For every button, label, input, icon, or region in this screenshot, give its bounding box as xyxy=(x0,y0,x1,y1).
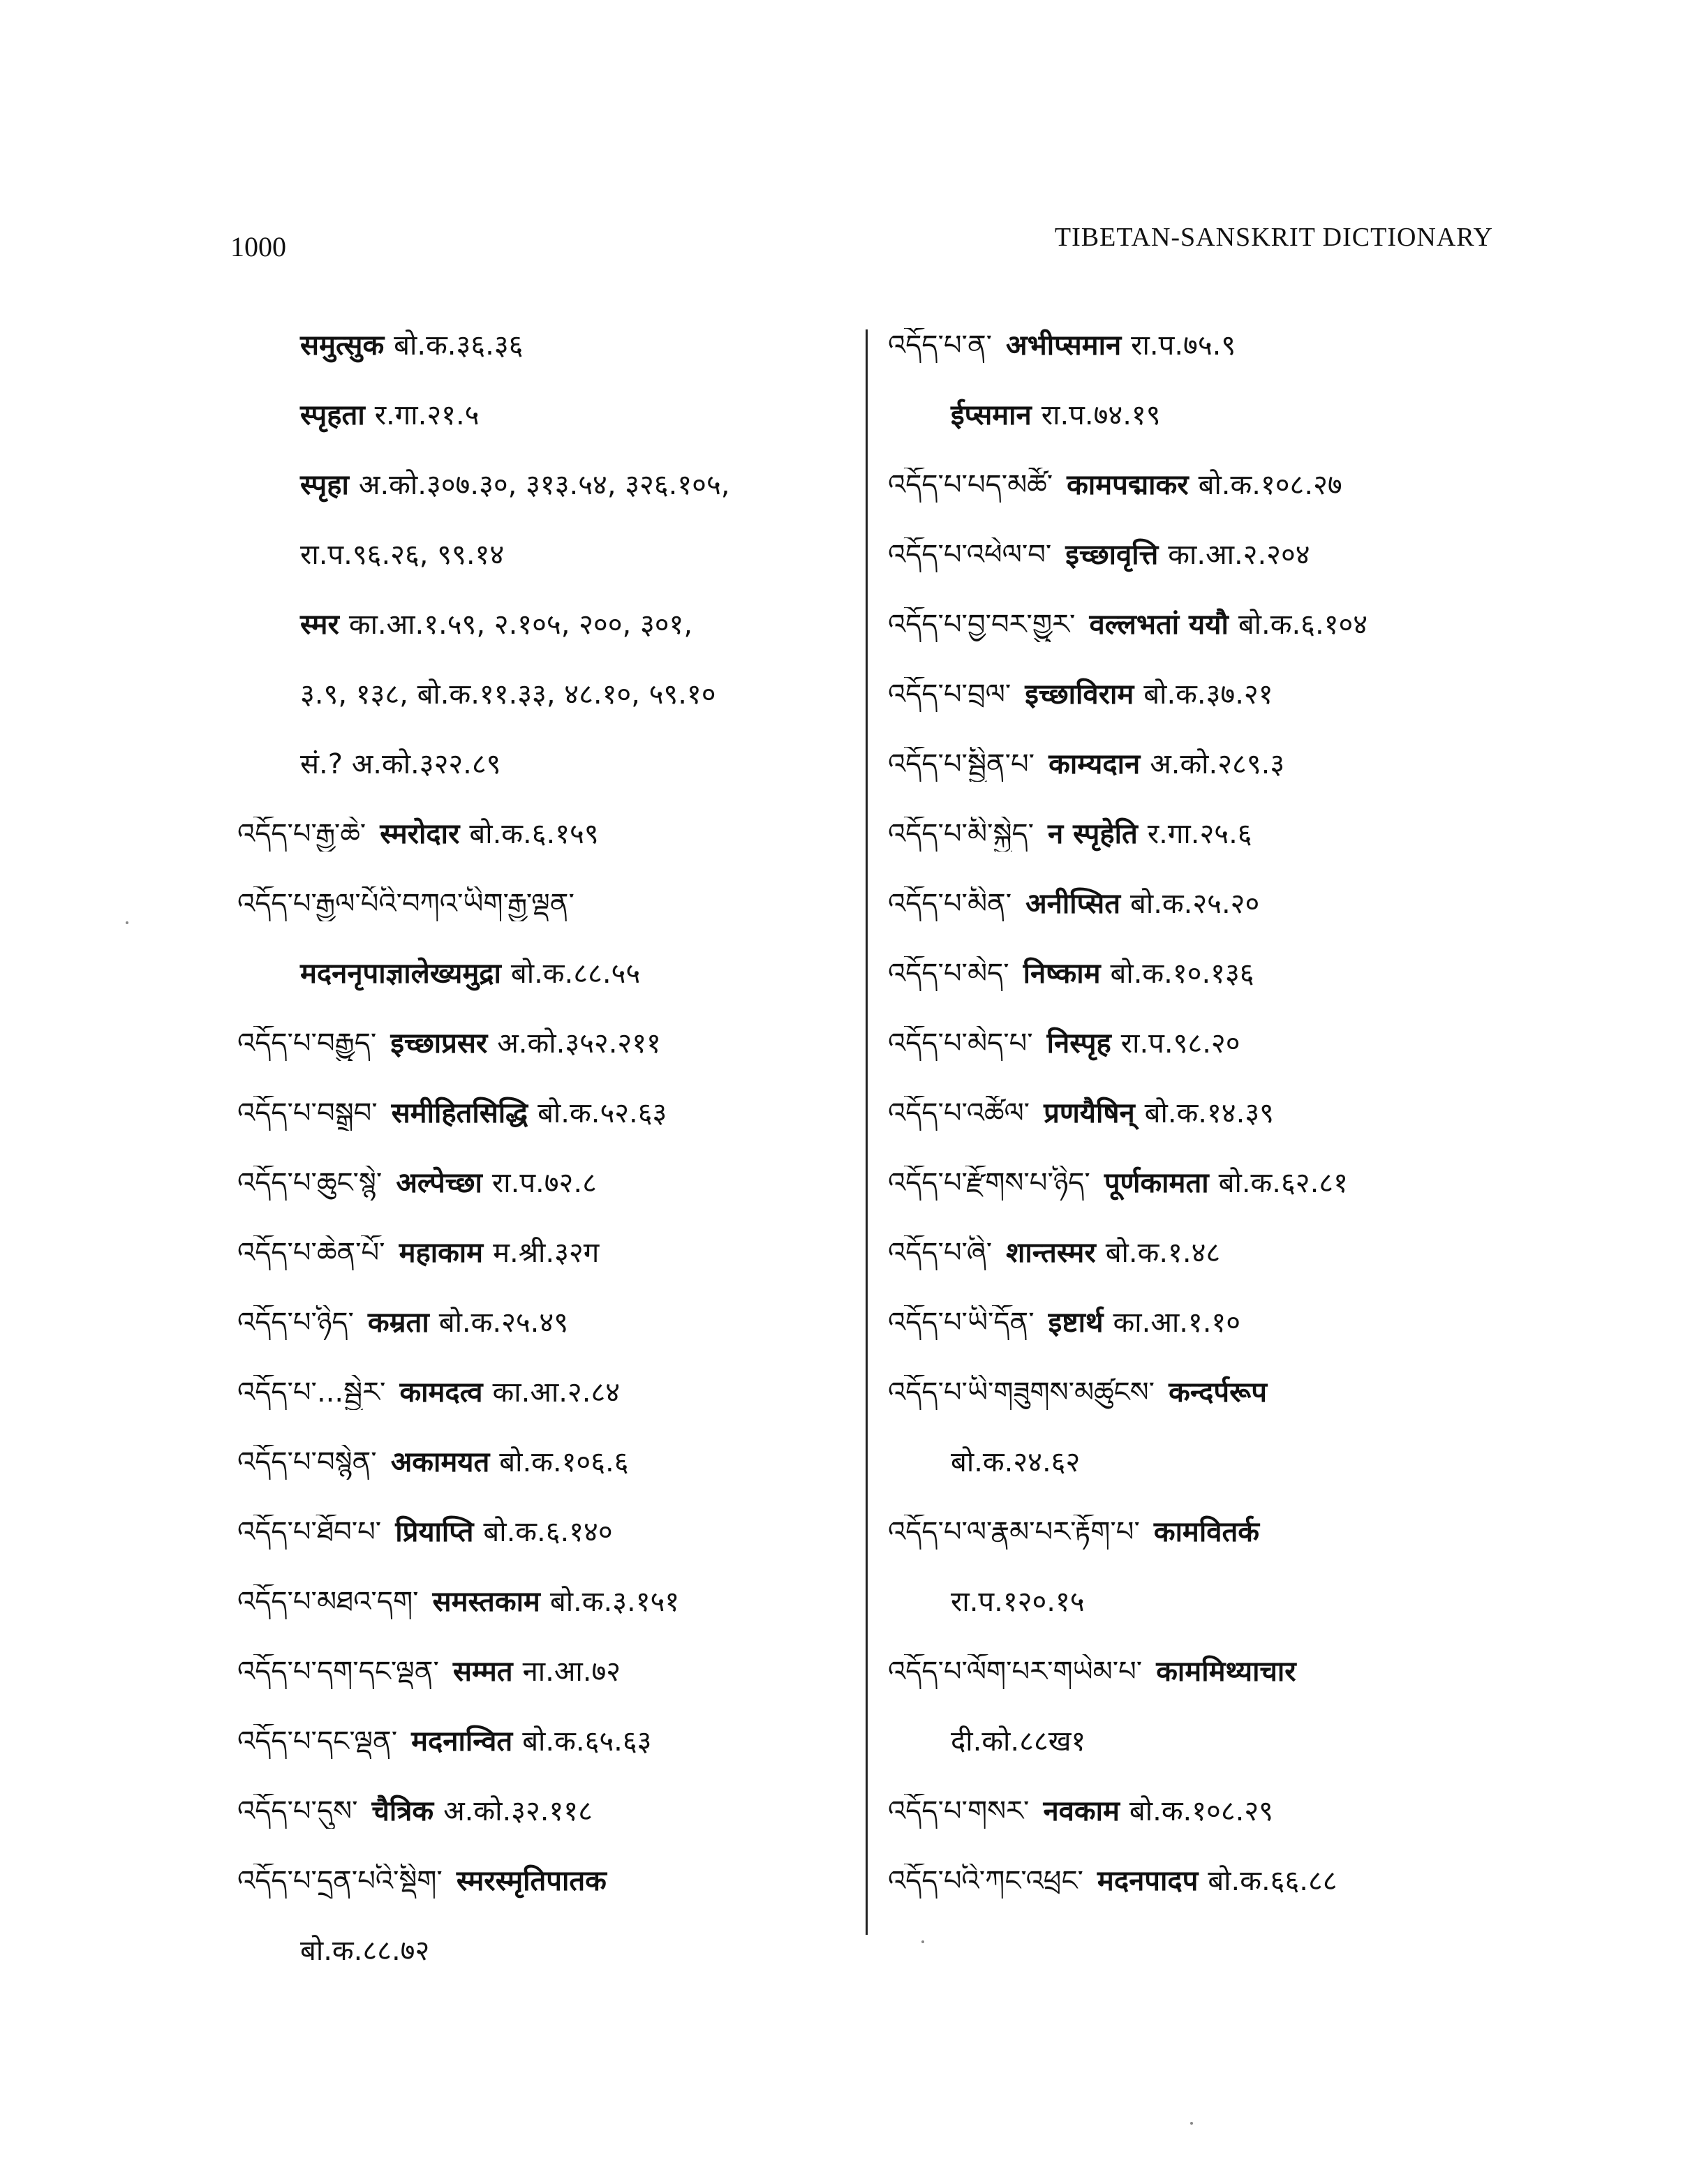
source-reference: बो.क.२४.६२ xyxy=(951,1446,1081,1478)
source-reference: का.आ.१.१० xyxy=(1113,1307,1241,1339)
sanskrit-equivalent: कामदत्व xyxy=(399,1376,483,1409)
dictionary-entry xyxy=(230,1515,845,1550)
sanskrit-equivalent: अकामयत xyxy=(390,1446,490,1478)
sanskrit-equivalent: अभीप्समान xyxy=(1006,329,1122,362)
dictionary-entry xyxy=(881,1166,1509,1201)
source-reference: बो.क.१०६.६ xyxy=(499,1446,629,1478)
source-reference: बो.क.१.४८ xyxy=(1105,1237,1221,1269)
source-reference: बो.क.६.१५९ xyxy=(469,818,599,850)
dictionary-entry xyxy=(230,537,845,572)
tibetan-headword: འདོད་པ་གསར་ xyxy=(888,1795,1030,1827)
tibetan-headword: འདོད་པ་ཆེན་པོ་ xyxy=(237,1237,385,1269)
dictionary-entry xyxy=(230,1584,845,1619)
tibetan-headword: འདོད་པ་བསྒྲུབ་ xyxy=(237,1097,378,1129)
tibetan-headword: འདོད་པ་འཚོལ་ xyxy=(888,1097,1030,1129)
source-reference: र.गा.२५.६ xyxy=(1147,818,1252,850)
dictionary-entry xyxy=(881,1096,1509,1131)
sanskrit-equivalent: कामवितर्क xyxy=(1153,1516,1259,1548)
dictionary-entry xyxy=(881,1724,1509,1759)
tibetan-headword: འདོད་པ་བྱ་བར་གྱུར་ xyxy=(888,609,1076,641)
source-reference: बो.क.१०.१३६ xyxy=(1110,958,1254,990)
source-reference: बो.क.१४.३९ xyxy=(1144,1097,1274,1129)
sanskrit-equivalent: निष्काम xyxy=(1023,958,1101,990)
dictionary-entry xyxy=(881,886,1509,921)
tibetan-headword: འདོད་པ་སྦྱིན་པ་ xyxy=(888,748,1035,780)
source-reference: बो.क.८८.५५ xyxy=(510,958,641,990)
dictionary-entry xyxy=(230,747,845,782)
dictionary-entry xyxy=(881,1584,1509,1619)
source-reference: रा.प.९६.२६, ९९.१४ xyxy=(300,539,505,571)
sanskrit-equivalent: काममिथ्याचार xyxy=(1156,1656,1296,1688)
tibetan-headword: འདོད་པ་བརྒྱུད་ xyxy=(237,1027,377,1060)
dictionary-entry xyxy=(881,398,1509,433)
dictionary-entry xyxy=(881,677,1509,712)
sanskrit-equivalent: मदननृपाज्ञालेख्यमुद्रा xyxy=(300,958,501,990)
source-reference: र.गा.२१.५ xyxy=(374,399,480,431)
dictionary-entry xyxy=(881,1794,1509,1829)
left-column xyxy=(230,328,845,2003)
source-reference: अ.को.२८९.३ xyxy=(1150,748,1285,780)
source-reference: म.श्री.३२ग xyxy=(493,1237,600,1269)
dictionary-entry xyxy=(230,1375,845,1410)
sanskrit-equivalent: ईप्समान xyxy=(951,399,1032,431)
source-reference: का.आ.२.८४ xyxy=(492,1376,621,1409)
sanskrit-equivalent: इच्छाविराम xyxy=(1025,678,1134,711)
source-reference: रा.प.७४.१९ xyxy=(1041,399,1161,431)
dictionary-entry xyxy=(881,1864,1509,1899)
sanskrit-equivalent: वल्लभतां ययौ xyxy=(1089,609,1229,641)
dictionary-entry xyxy=(881,1654,1509,1689)
column-divider xyxy=(866,329,868,1935)
tibetan-headword: འདོད་པ་མི་སྐྱེད་ xyxy=(888,818,1034,850)
source-reference: दी.को.८८ख१ xyxy=(951,1725,1086,1758)
dictionary-entry xyxy=(230,677,845,712)
sanskrit-equivalent: अल्पेच्छा xyxy=(396,1167,482,1199)
source-reference: बो.क.६२.८१ xyxy=(1218,1167,1348,1199)
tibetan-headword: འདོད་པ་ཉིད་ xyxy=(237,1307,354,1339)
tibetan-headword: འདོད་པ་འཕེལ་བ་ xyxy=(888,539,1052,571)
dictionary-entry xyxy=(881,468,1509,503)
source-reference: अ.को.३५२.२११ xyxy=(497,1027,661,1060)
dictionary-entry xyxy=(881,537,1509,572)
dictionary-entry xyxy=(230,1445,845,1480)
dictionary-entry xyxy=(881,956,1509,991)
dictionary-entry xyxy=(230,886,845,921)
source-reference: रा.प.९८.२० xyxy=(1120,1027,1240,1060)
dictionary-entry xyxy=(230,607,845,642)
source-reference: बो.क.६५.६३ xyxy=(522,1725,652,1758)
tibetan-headword: འདོད་པ་དྲན་པའི་སྡིག་ xyxy=(237,1865,443,1897)
source-reference: बो.क.६६.८८ xyxy=(1208,1865,1337,1897)
tibetan-headword: འདོད་པ་ན་ xyxy=(888,329,993,362)
source-reference: बो.क.३६.३६ xyxy=(394,329,524,362)
source-reference: बो.क.१०८.२७ xyxy=(1198,469,1342,501)
dictionary-entry xyxy=(881,607,1509,642)
tibetan-headword: འདོད་པ་རྒྱ་ཆེ་ xyxy=(237,818,366,850)
tibetan-headword: འདོད་པ་དུས་ xyxy=(237,1795,358,1827)
print-speck xyxy=(126,921,128,924)
dictionary-entry xyxy=(230,398,845,433)
sanskrit-equivalent: कन्दर्परूप xyxy=(1169,1376,1267,1409)
dictionary-entry xyxy=(881,1305,1509,1340)
source-reference: रा.प.७२.८ xyxy=(491,1167,597,1199)
dictionary-entry xyxy=(230,1026,845,1061)
tibetan-headword: འདོད་པ་ལ་རྣམ་པར་རྟོག་པ་ xyxy=(888,1516,1140,1548)
source-reference: बो.क.१०८.२९ xyxy=(1129,1795,1273,1827)
dictionary-entry xyxy=(230,1864,845,1899)
sanskrit-equivalent: चैत्रिक xyxy=(371,1795,434,1827)
sanskrit-equivalent: प्रियाप्ति xyxy=(395,1516,474,1548)
sanskrit-equivalent: सम्मत xyxy=(452,1656,513,1688)
dictionary-entry xyxy=(230,1933,845,1968)
sanskrit-equivalent: इच्छाप्रसर xyxy=(390,1027,488,1060)
tibetan-headword: འདོད་པ་ཞི་ xyxy=(888,1237,993,1269)
sanskrit-equivalent: पूर्णकामता xyxy=(1104,1167,1209,1199)
dictionary-entry xyxy=(881,1235,1509,1270)
sanskrit-equivalent: समुत्सुक xyxy=(300,329,385,362)
dictionary-entry xyxy=(881,1445,1509,1480)
tibetan-headword: འདོད་པ་ཡི་གཟུགས་མཚུངས་ xyxy=(888,1376,1155,1409)
source-reference: ना.आ.७२ xyxy=(522,1656,621,1688)
dictionary-entry xyxy=(230,1096,845,1131)
tibetan-headword: འདོད་པ་དང་ལྡན་ xyxy=(237,1725,398,1758)
source-reference: बो.क.६.१४० xyxy=(483,1516,613,1548)
tibetan-headword: འདོད་པ་མིན་ xyxy=(888,888,1012,920)
dictionary-entry xyxy=(881,328,1509,363)
dictionary-entry xyxy=(230,956,845,991)
print-speck xyxy=(1190,2122,1193,2125)
dictionary-entry xyxy=(881,1515,1509,1550)
source-reference: बो.क.२५.४९ xyxy=(438,1307,568,1339)
sanskrit-equivalent: स्पृहता xyxy=(300,399,365,431)
sanskrit-equivalent: समस्तकाम xyxy=(432,1586,540,1618)
sanskrit-equivalent: न स्पृहेति xyxy=(1048,818,1138,850)
source-reference: रा.प.७५.९ xyxy=(1131,329,1236,362)
source-reference: बो.क.३७.२१ xyxy=(1143,678,1273,711)
dictionary-entry xyxy=(230,817,845,852)
sanskrit-equivalent: स्मरोदार xyxy=(380,818,460,850)
sanskrit-equivalent: शान्तस्मर xyxy=(1006,1237,1096,1269)
page-number: 1000 xyxy=(230,231,286,262)
dictionary-entry xyxy=(881,1375,1509,1410)
source-reference: रा.प.१२०.१५ xyxy=(951,1586,1085,1618)
dictionary-entry xyxy=(230,1235,845,1270)
dictionary-entry xyxy=(881,1026,1509,1061)
tibetan-headword: འདོད་པ་མེད་པ་ xyxy=(888,1027,1033,1060)
tibetan-headword: འདོད་པ་ཡི་དོན་ xyxy=(888,1307,1035,1339)
tibetan-headword: འདོད་པ་ཐོབ་པ་ xyxy=(237,1516,382,1548)
tibetan-headword: འདོད་པ་བྲལ་ xyxy=(888,678,1011,711)
dictionary-entry xyxy=(230,1654,845,1689)
dictionary-entry xyxy=(230,328,845,363)
tibetan-headword: འདོད་པ་བསྙེན་ xyxy=(237,1446,377,1478)
tibetan-headword: འདོད་པ་མེད་ xyxy=(888,958,1009,990)
tibetan-headword: འདོད་པ་པད་མཚོ་ xyxy=(888,469,1053,501)
source-reference: का.आ.२.२०४ xyxy=(1168,539,1310,571)
sanskrit-equivalent: स्मरस्मृतिपातक xyxy=(456,1865,607,1897)
print-speck xyxy=(921,1940,924,1943)
sanskrit-equivalent: कामपद्माकर xyxy=(1067,469,1189,501)
tibetan-headword: འདོད་པ་དག་དང་ལྡན་ xyxy=(237,1656,439,1688)
source-reference: का.आ.१.५९, २.१०५, २००, ३०१, xyxy=(348,609,693,641)
sanskrit-equivalent: समीहितसिद्धि xyxy=(391,1097,528,1129)
dictionary-entry xyxy=(230,1166,845,1201)
sanskrit-equivalent: मदनान्वित xyxy=(411,1725,513,1758)
sanskrit-equivalent: स्पृहा xyxy=(300,469,349,501)
sanskrit-equivalent: महाकाम xyxy=(399,1237,484,1269)
sanskrit-equivalent: निस्पृह xyxy=(1046,1027,1111,1060)
source-reference: सं.? अ.को.३२२.८९ xyxy=(300,748,501,780)
tibetan-headword: འདོད་པའི་ཀང་འཕྲང་ xyxy=(888,1865,1083,1897)
source-reference: ३.९, १३८, बो.क.११.३३, ४८.१०, ५९.१० xyxy=(300,678,716,711)
sanskrit-equivalent: इच्छावृत्ति xyxy=(1065,539,1159,571)
tibetan-headword: འདོད་པ་རྒྱལ་པོའི་བཀའ་ཡིག་རྒྱ་ལྡན་ xyxy=(237,888,575,920)
dictionary-entry xyxy=(230,1724,845,1759)
running-head: TIBETAN-SANSKRIT DICTIONARY xyxy=(1054,223,1493,252)
sanskrit-equivalent: प्रणयैषिन् xyxy=(1044,1097,1135,1129)
source-reference: बो.क.५२.६३ xyxy=(538,1097,667,1129)
right-column xyxy=(881,328,1509,1933)
source-reference: अ.को.३०७.३०, ३१३.५४, ३२६.१०५, xyxy=(358,469,730,501)
source-reference: बो.क.२५.२० xyxy=(1130,888,1260,920)
dictionary-entry xyxy=(230,1305,845,1340)
sanskrit-equivalent: काम्यदान xyxy=(1048,748,1141,780)
source-reference: बो.क.६.१०४ xyxy=(1238,609,1368,641)
sanskrit-equivalent: मदनपादप xyxy=(1097,1865,1199,1897)
source-reference: अ.को.३२.११८ xyxy=(443,1795,593,1827)
sanskrit-equivalent: नवकाम xyxy=(1043,1795,1120,1827)
sanskrit-equivalent: अनीप्सित xyxy=(1025,888,1121,920)
dictionary-entry xyxy=(881,747,1509,782)
dictionary-entry xyxy=(881,817,1509,852)
tibetan-headword: འདོད་པ་...སྦྱེར་ xyxy=(237,1376,386,1409)
sanskrit-equivalent: कम्रता xyxy=(367,1307,429,1339)
tibetan-headword: འདོད་པ་རྫོགས་པ་ཉིད་ xyxy=(888,1167,1090,1199)
source-reference: बो.क.३.१५१ xyxy=(549,1586,680,1618)
source-reference: बो.क.८८.७२ xyxy=(300,1935,430,1967)
dictionary-entry xyxy=(230,1794,845,1829)
tibetan-headword: འདོད་པ་ལོག་པར་གཡེམ་པ་ xyxy=(888,1656,1143,1688)
tibetan-headword: འདོད་པ་ཆུང་སྙེ་ xyxy=(237,1167,383,1199)
tibetan-headword: འདོད་པ་མཐའ་དག་ xyxy=(237,1586,419,1618)
sanskrit-equivalent: स्मर xyxy=(300,609,339,641)
dictionary-entry xyxy=(230,468,845,503)
sanskrit-equivalent: इष्टार्थ xyxy=(1048,1307,1104,1339)
